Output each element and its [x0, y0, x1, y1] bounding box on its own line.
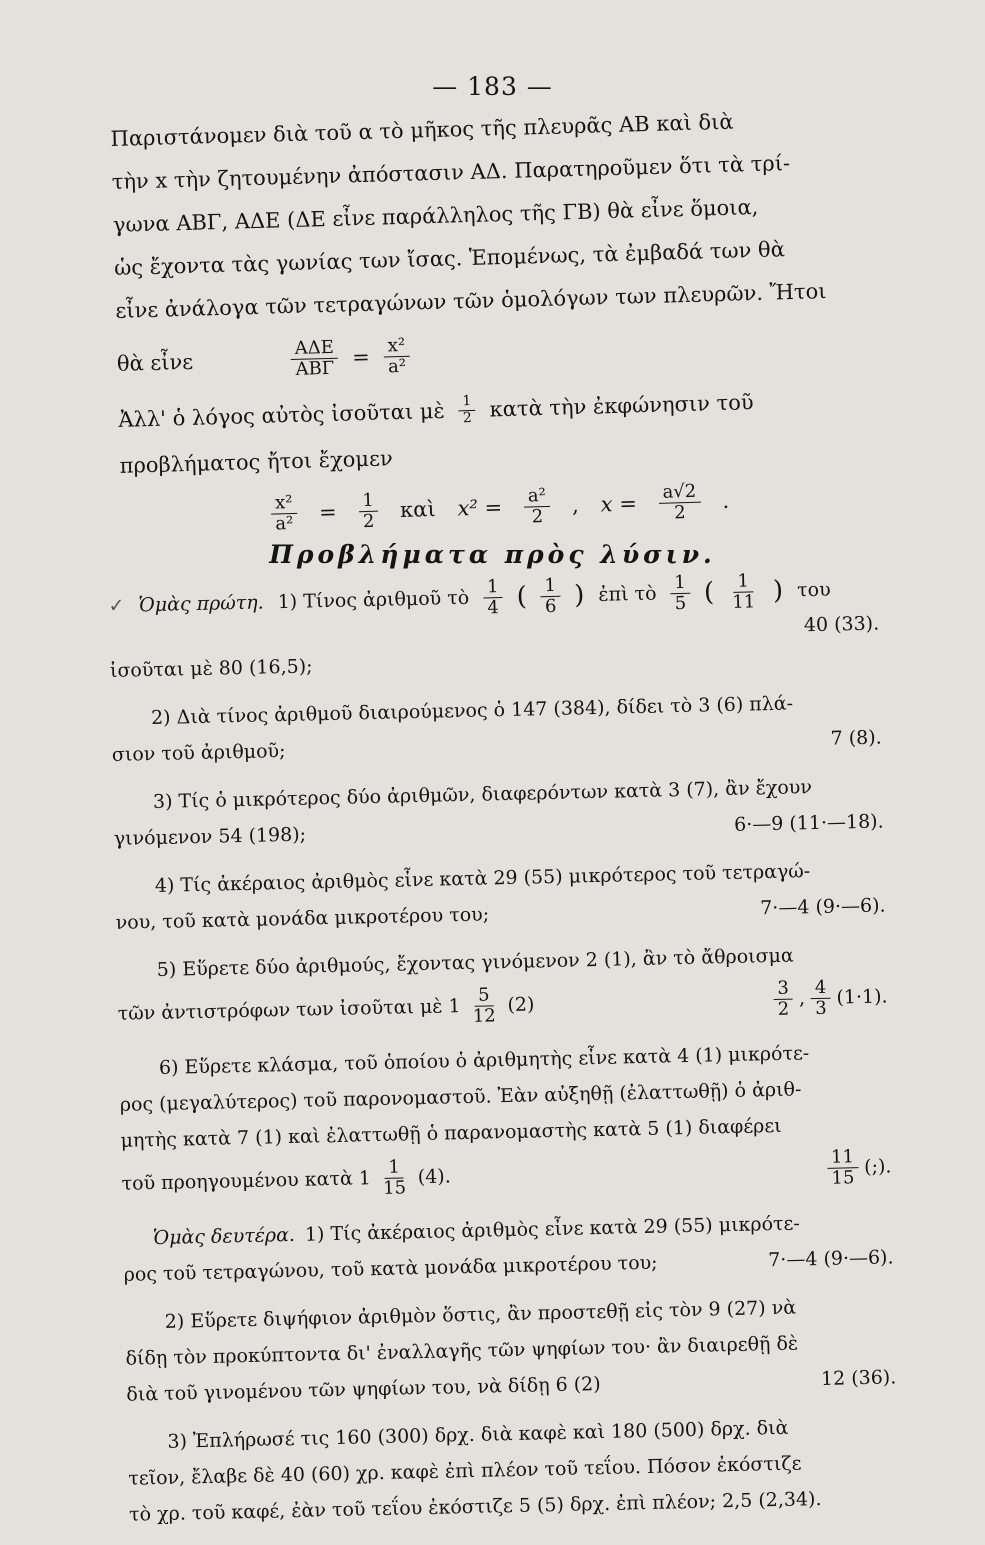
section-title: Προβλήματα πρὸς λύσιν. [269, 540, 716, 569]
problem-text: ρος τοῦ τετραγώνου, τοῦ κατὰ μονάδα μικροτέρου του; [123, 1251, 658, 1286]
text-line: τὸ χρ. τοῦ καφέ, ἐὰν τοῦ τεΐου ἐκόστιζε 5 (5) δρχ. ἐπὶ πλέον; 2,5 (2,34). [128, 1488, 822, 1526]
fraction [540, 575, 560, 616]
problem-text: ἐπὶ τὸ [598, 582, 657, 606]
numerator: 3 [773, 978, 793, 999]
text-line: ρος (μεγαλύτερος) τοῦ παρονομαστοῦ. Ἐὰν αὐξηθῇ (ἐλαττωθῇ) ὁ ἀριθ- [119, 1078, 802, 1116]
text-line: προβλήματος ἤτοι ἔχομεν [119, 446, 393, 478]
fraction [468, 985, 500, 1026]
ratio-text-pre: Ἀλλ' ὁ λόγος αὐτὸς ἰσοῦται μὲ [118, 398, 446, 432]
answer [773, 976, 888, 1019]
problem-text: τῶν ἀντιστρόφων των ἰσοῦται μὲ 1 [117, 995, 461, 1025]
equals-sign: = [318, 499, 337, 524]
period: . [722, 488, 730, 513]
numerator: 5 [474, 985, 494, 1006]
denominator: 11 [732, 590, 756, 613]
text-line: ὡς ἔχοντα τὰς γωνίας των ἴσας. Ἑπομένως, τὰ ἐμβαδά των θὰ [113, 237, 786, 280]
denominator: 4 [487, 596, 500, 618]
x-equals: x = [600, 490, 638, 516]
numerator: a√2 [658, 481, 700, 503]
answer-tail: (;). [863, 1155, 892, 1178]
text-line: 6) Εὕρετε κλάσμα, τοῦ ὁποίου ὁ ἀριθμητὴς εἶνε κατὰ 4 (1) μικρότε- [158, 1042, 810, 1079]
numerator: 1 [483, 577, 503, 598]
numerator: 1 [384, 1157, 404, 1178]
answer-tail: (1·1). [836, 985, 888, 1009]
denominator: 12 [472, 1004, 496, 1027]
numerator: 1 [358, 490, 378, 511]
problem-text: τοῦ προηγουμένου κατὰ 1 [121, 1167, 372, 1195]
answer: 40 (33). [803, 612, 880, 637]
fraction [811, 977, 831, 1018]
text-line: γωνα ΑΒΓ, ΑΔΕ (ΔΕ εἶνε παράλληλος τῆς ΓΒ) θὰ εἶνε ὅμοια, [112, 194, 759, 237]
text-line: ἰσοῦται μὲ 80 (16,5); [109, 655, 313, 682]
fraction [383, 335, 410, 376]
problem-text: (4). [417, 1165, 451, 1189]
fraction [271, 493, 298, 534]
numerator: ΑΔΕ [290, 337, 338, 359]
numerator: 1 [733, 571, 753, 592]
answer: 7·—4 (9·—6). [767, 1246, 894, 1272]
answer: 7·—4 (9·—6). [759, 894, 886, 920]
problem-item [119, 1033, 892, 1208]
problem-item [108, 566, 880, 689]
fraction [827, 1147, 859, 1188]
denominator: 2 [462, 409, 473, 426]
numerator: 4 [811, 977, 831, 998]
text-line: 2) Διὰ τίνος ἀριθμοῦ διαιρούμενος ὁ 147 (384), δίδει τὸ 3 (6) πλά- [150, 692, 794, 730]
denominator: 15 [382, 1176, 407, 1199]
numerator: 11 [827, 1147, 858, 1168]
problem-item [111, 684, 882, 773]
problem-text: του [796, 578, 831, 602]
problem-text: γινόμενον 54 (198); [113, 823, 307, 850]
check-mark-icon: ✓ [108, 594, 125, 617]
text-line: 3) Ἐπλήρωσέ τις 160 (300) δρχ. διὰ καφὲ καὶ 180 (500) δρχ. διὰ [167, 1416, 789, 1453]
fraction [458, 394, 476, 426]
text-line: εἶνε ἀνάλογα τῶν τετραγώνων τῶν ὁμολόγων των πλευρῶν. Ἤτοι [115, 279, 827, 323]
comma: , [571, 492, 580, 517]
equals-sign: = [351, 344, 371, 369]
lhs: x² = [457, 494, 503, 520]
text-line: τὴν x τὴν ζητουμένην ἀπόστασιν ΑΔ. Παρατηροῦμεν ὅτι τὰ τρί- [111, 151, 791, 194]
fraction [524, 486, 551, 527]
group-label: Ὁμὰς πρώτη. [138, 591, 264, 617]
fraction [728, 571, 760, 612]
problem-item [127, 1407, 899, 1532]
numerator: a² [524, 486, 551, 508]
numerator: 1 [458, 394, 475, 411]
answer [827, 1146, 892, 1188]
denominator: a² [275, 512, 294, 535]
numerator: x² [383, 335, 409, 356]
text-line: 5) Εὕρετε δύο ἀριθμούς, ἔχοντας γινόμενον 2 (1), ἂν τὸ ἄθροισμα [156, 944, 794, 981]
problem-item [116, 935, 888, 1038]
comma: , [798, 987, 806, 1010]
text-line: 4) Τίς ἀκέραιος ἀριθμὸς εἶνε κατὰ 29 (55) μικρότερος τοῦ τετραγώ- [154, 860, 811, 898]
fraction [378, 1157, 410, 1198]
problem-text: 1) Τίνος ἀριθμοῦ τὸ [277, 586, 470, 614]
fraction [658, 481, 701, 523]
text-line: 3) Τίς ὁ μικρότερος δύο ἀριθμῶν, διαφερόντων κατὰ 3 (7), ἂν ἔχουν [152, 776, 813, 814]
fraction [483, 577, 503, 618]
problem-text: (2) [507, 993, 535, 1017]
fraction [358, 490, 379, 531]
intro-solution [110, 96, 902, 548]
page-number: — 183 — [432, 72, 553, 101]
eq1-prefix: θὰ εἶνε [116, 349, 194, 376]
denominator: 2 [531, 505, 544, 527]
denominator: 3 [815, 997, 827, 1019]
answer: 7 (8). [830, 726, 882, 750]
text-line: ✓ Ὁμὰς πρώτη. 1) Τίνος ἀριθμοῦ τὸ $\frac{1}{4}$ ( $\frac{1}{6}$ ) ἐπὶ τὸ $\frac{1}{5}$ ( $\frac{1}{11}$ ) του [108, 566, 879, 629]
problems-list [108, 566, 900, 1545]
numerator: 1 [670, 573, 690, 594]
problem-text: 1) Τίς ἀκέραιος ἀριθμὸς εἶνε κατὰ 29 (55) μικρότε- [304, 1212, 801, 1246]
problem-text: σιον τοῦ ἀριθμοῦ; [111, 740, 286, 766]
denominator: 2 [777, 998, 790, 1020]
fraction [670, 573, 690, 614]
problem-text: διὰ τοῦ γινομένου τῶν ψηφίων του, νὰ δίδῃ 6 (2) [126, 1373, 601, 1406]
group-label: Ὁμὰς δευτέρα. [152, 1223, 296, 1250]
denominator: 15 [831, 1166, 855, 1189]
problem-text: νου, τοῦ κατὰ μονάδα μικροτέρου του; [115, 903, 490, 934]
numerator: x² [271, 493, 297, 514]
denominator: 5 [674, 592, 687, 614]
conjunction: καὶ [399, 496, 436, 522]
numerator: 1 [540, 575, 560, 596]
denominator: ΑΒΓ [295, 357, 335, 380]
denominator: a² [387, 355, 407, 377]
denominator: 2 [673, 501, 686, 523]
text-line: τεῖον, ἔλαβε δὲ 40 (60) χρ. καφὲ ἐπὶ πλέον τοῦ τεΐου. Πόσον ἐκόστιζε [128, 1452, 802, 1490]
text-line: 2) Εὕρετε διψήφιον ἀριθμὸν ὅστις, ἂν προστεθῇ εἰς τὸν 9 (27) νὰ [164, 1296, 797, 1333]
denominator: 2 [362, 510, 375, 532]
fraction [290, 337, 338, 379]
problem-item [124, 1287, 896, 1412]
denominator: 6 [544, 595, 557, 617]
answer: 12 (36). [820, 1366, 897, 1391]
fraction [773, 978, 793, 1019]
text-line: δίδῃ τὸν προκύπτοντα δι' ἐναλλαγῆς τῶν ψηφίων του· ἂν διαιρεθῇ δὲ [125, 1332, 799, 1370]
ratio-text-post: κατὰ τὴν ἐκφώνησιν τοῦ [489, 389, 754, 422]
problem-item [122, 1203, 893, 1292]
answer: 6·—9 (11·—18). [733, 810, 884, 836]
problem-item [113, 767, 884, 856]
problem-item [114, 851, 885, 940]
text-line: μητὴς κατὰ 7 (1) καὶ ἐλαττωθῇ ὁ παρανομαστὴς κατὰ 5 (1) διαφέρει [120, 1114, 782, 1152]
text-line: Παριστάνομεν διὰ τοῦ α τὸ μῆκος τῆς πλευρᾶς ΑΒ καὶ διὰ [110, 109, 734, 151]
